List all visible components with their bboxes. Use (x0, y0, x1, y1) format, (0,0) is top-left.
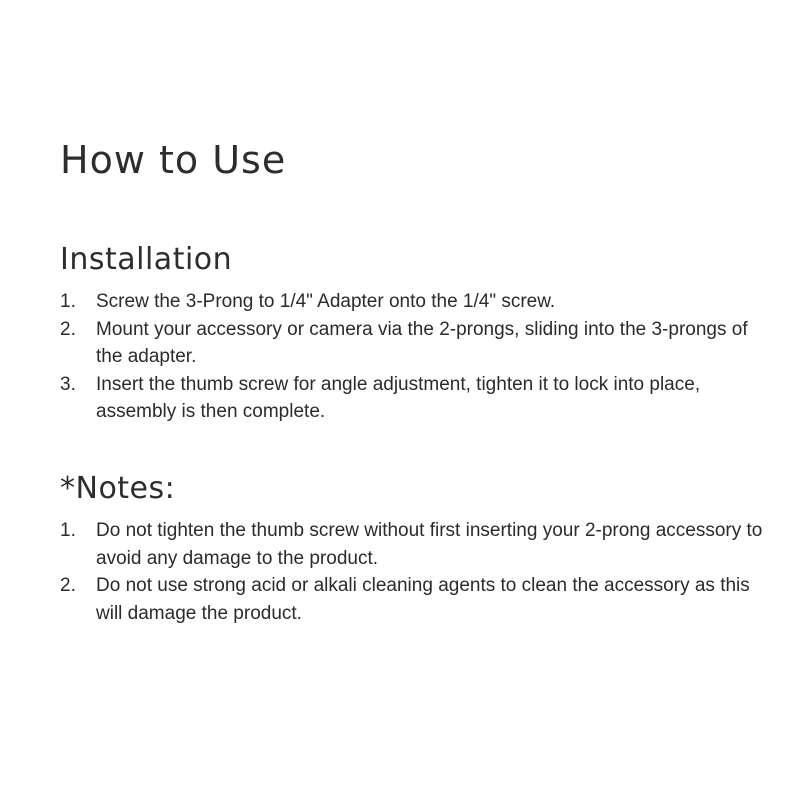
notes-section (60, 469, 780, 627)
step-text: Mount your accessory or camera via the 2-prongs, sliding into the 3-prongs of the adapter. (96, 318, 748, 367)
installation-step-1 (60, 288, 780, 316)
step-number: 2. (60, 318, 76, 340)
installation-heading: Installation (60, 242, 233, 277)
instructions-page (60, 0, 780, 800)
note-number: 2. (60, 575, 76, 596)
installation-step-3 (60, 371, 780, 426)
notes-list (60, 517, 780, 627)
note-text: Do not use strong acid or alkali cleaning agents to clean the accessory as this will damage the product. (96, 575, 750, 624)
note-text: Do not tighten the thumb screw without first inserting your 2-prong accessory to avoid any damage to the product. (96, 520, 763, 569)
note-item-1 (60, 517, 780, 572)
installation-steps (60, 288, 780, 426)
step-text: Screw the 3-Prong to 1/4" Adapter onto the 1/4" screw. (96, 291, 556, 312)
installation-section (60, 240, 780, 426)
note-item-2 (60, 572, 780, 627)
step-number: 3. (60, 373, 76, 395)
page-title: How to Use (60, 138, 287, 182)
note-number: 1. (60, 520, 76, 541)
step-number: 1. (60, 291, 76, 312)
installation-step-2 (60, 316, 780, 371)
notes-heading: *Notes: (60, 471, 176, 506)
step-text: Insert the thumb screw for angle adjustment, tighten it to lock into place, assembly is then complete. (96, 373, 701, 422)
